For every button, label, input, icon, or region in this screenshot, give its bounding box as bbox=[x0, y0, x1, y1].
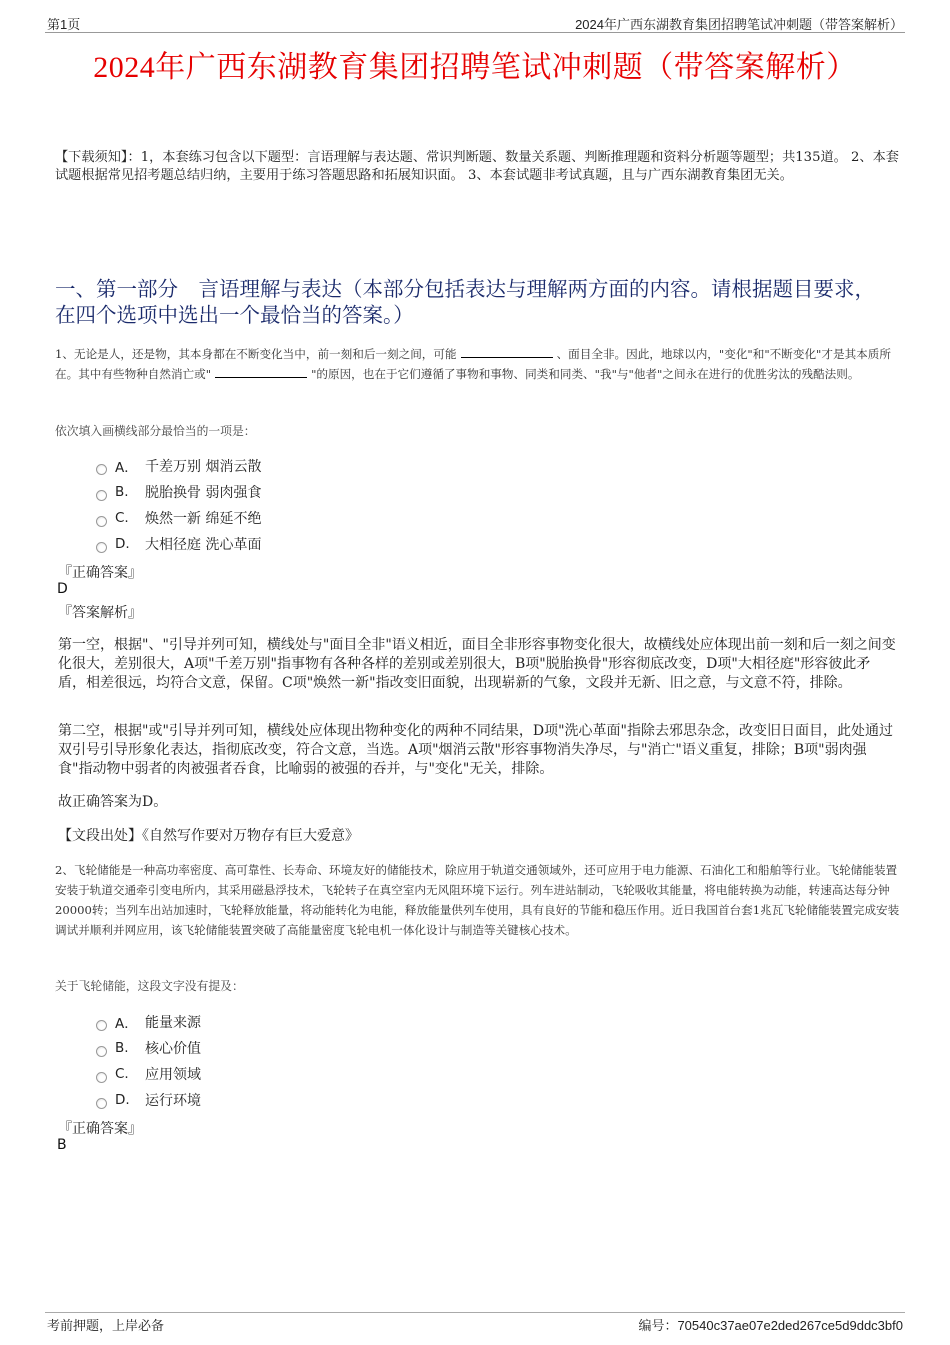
option-d[interactable] bbox=[96, 531, 261, 557]
stem-text: "的原因，也在于它们遵循了事物和事物、同类和同类、"我"与"他者"之间永在进行的优胜劣汰的残酷法则。 bbox=[311, 367, 860, 381]
question-1-options bbox=[96, 453, 261, 557]
option-a[interactable] bbox=[96, 1009, 201, 1035]
question-2-stem: 2、飞轮储能是一种高功率密度、高可靠性、长寿命、环境友好的储能技术，除应用于轨道交通领域外，还可应用于电力能源、石油化工和船舶等行业。飞轮储能装置安装于轨道交通牵引变电所内，其采用磁悬浮技术，飞轮转子在真空室内无风阻环境下运行。列车进站制动，飞轮吸收其能量，将电能转换为动能，转速高达每分钟20000转；当列车出站加速时，飞轮释放能量，将动能转化为电能，释放能量供列车使用，具有良好的节能和稳压作用。近日我国首台套1兆瓦飞轮储能装置完成安装调试并顺利并网应用，该飞轮储能装置突破了高能量密度飞轮电机一体化设计与制造等关键核心技术。 bbox=[55, 863, 900, 937]
option-letter: B. bbox=[115, 1040, 129, 1056]
fill-blank-1 bbox=[461, 345, 553, 358]
radio-button[interactable] bbox=[96, 490, 107, 501]
option-a[interactable] bbox=[96, 453, 261, 479]
option-letter: C. bbox=[115, 510, 129, 526]
radio-button[interactable] bbox=[96, 1046, 107, 1057]
fill-blank-2 bbox=[215, 365, 307, 378]
footer-slogan: 考前押题，上岸必备 bbox=[47, 1318, 165, 1333]
passage-source: 【文段出处】《自然写作要对万物存有巨大爱意》 bbox=[58, 828, 359, 844]
analysis-paragraph-2: 第二空，根据"或"引导并列可知，横线处应体现出物种变化的两种不同结果，D项"洗心革面"指除去邪思杂念，改变旧日面目，此处通过双引号引导形象化表达，指彻底改变，符合文意，当选。A项"烟消云散"形容事物消失净尽，与"消亡"语义重复，排除；B项"弱肉强食"指动物中弱者的肉被强者吞食，比喻弱的被强的吞并，与"变化"无关，排除。 bbox=[58, 723, 893, 777]
question-2-prompt: 关于飞轮储能，这段文字没有提及： bbox=[55, 979, 244, 993]
page-header bbox=[45, 14, 905, 33]
correct-answer-label: 『正确答案』 bbox=[58, 565, 142, 581]
analysis-conclusion: 故正确答案为D。 bbox=[58, 794, 168, 810]
option-letter: C. bbox=[115, 1066, 129, 1082]
option-b[interactable] bbox=[96, 1035, 201, 1061]
option-text: 脱胎换骨 弱肉强食 bbox=[145, 485, 262, 501]
option-text: 核心价值 bbox=[145, 1041, 201, 1057]
stem-text: 、面目全非。因此，地球以内，"变化"和"不断变化"才是其本质所在。其中有些物种自然消亡或" bbox=[55, 347, 891, 381]
option-text: 千差万别 烟消云散 bbox=[145, 459, 262, 475]
option-c[interactable] bbox=[96, 505, 261, 531]
radio-button[interactable] bbox=[96, 1020, 107, 1031]
correct-answer: D bbox=[57, 581, 68, 597]
option-text: 焕然一新 绵延不绝 bbox=[145, 511, 262, 527]
option-text: 运行环境 bbox=[145, 1093, 201, 1109]
question-1-prompt: 依次填入画横线部分最恰当的一项是： bbox=[55, 424, 256, 438]
option-c[interactable] bbox=[96, 1061, 201, 1087]
serial-number: 编号：70540c37ae07e2ded267ce5d9ddc3bf0 bbox=[638, 1318, 903, 1333]
stem-text: 1、无论是人，还是物，其本身都在不断变化当中，前一刻和后一刻之间，可能 bbox=[55, 347, 457, 361]
radio-button[interactable] bbox=[96, 1098, 107, 1109]
correct-answer: B bbox=[57, 1137, 67, 1153]
radio-button[interactable] bbox=[96, 464, 107, 475]
option-letter: D. bbox=[115, 1092, 130, 1108]
correct-answer-label: 『正确答案』 bbox=[58, 1121, 142, 1137]
option-letter: A． bbox=[115, 1016, 138, 1032]
option-b[interactable] bbox=[96, 479, 261, 505]
option-text: 能量来源 bbox=[145, 1015, 201, 1031]
analysis-label: 『答案解析』 bbox=[58, 605, 142, 621]
option-text: 应用领域 bbox=[145, 1067, 201, 1083]
option-letter: A． bbox=[115, 460, 138, 476]
option-d[interactable] bbox=[96, 1087, 201, 1113]
option-text: 大相径庭 洗心革面 bbox=[145, 537, 262, 553]
radio-button[interactable] bbox=[96, 542, 107, 553]
question-1-stem bbox=[55, 344, 900, 384]
section-heading: 一、第一部分 言语理解与表达（本部分包括表达与理解两方面的内容。请根据题目要求，在四个选项中选出一个最恰当的答案。） bbox=[55, 277, 875, 327]
radio-button[interactable] bbox=[96, 516, 107, 527]
analysis-paragraph-1: 第一空，根据"、"引导并列可知，横线处与"面目全非"语义相近，面目全非形容事物变化很大，故横线处应体现出前一刻和后一刻之间变化很大，差别很大，A项"千差万别"指事物有各种各样的差别或差别很大，B项"脱胎换骨"形容彻底改变，D项"大相径庭"形容彼此矛盾，相差很远，均符合文意，保留。C项"焕然一新"指改变旧面貌，出现崭新的气象，文段并无新、旧之意，与文意不符，排除。 bbox=[58, 637, 896, 691]
download-notice: 【下载须知】：1，本套练习包含以下题型：言语理解与表达题、常识判断题、数量关系题、判断推理题和资料分析题等题型；共135道。 2、本套试题根据常见招考题总结归纳，主要用于练习答题思路和拓展知识面。 3、本套试题非考试真题，且与广西东湖教育集团无关。 bbox=[55, 150, 899, 183]
option-letter: D. bbox=[115, 536, 130, 552]
document-title: 2024年广西东湖教育集团招聘笔试冲刺题（带答案解析） bbox=[93, 51, 857, 84]
question-2-options bbox=[96, 1009, 201, 1113]
header-doc-title: 2024年广西东湖教育集团招聘笔试冲刺题（带答案解析） bbox=[575, 17, 903, 32]
page-footer bbox=[45, 1312, 905, 1333]
option-letter: B. bbox=[115, 484, 129, 500]
radio-button[interactable] bbox=[96, 1072, 107, 1083]
page-number: 第1页 bbox=[47, 17, 81, 32]
